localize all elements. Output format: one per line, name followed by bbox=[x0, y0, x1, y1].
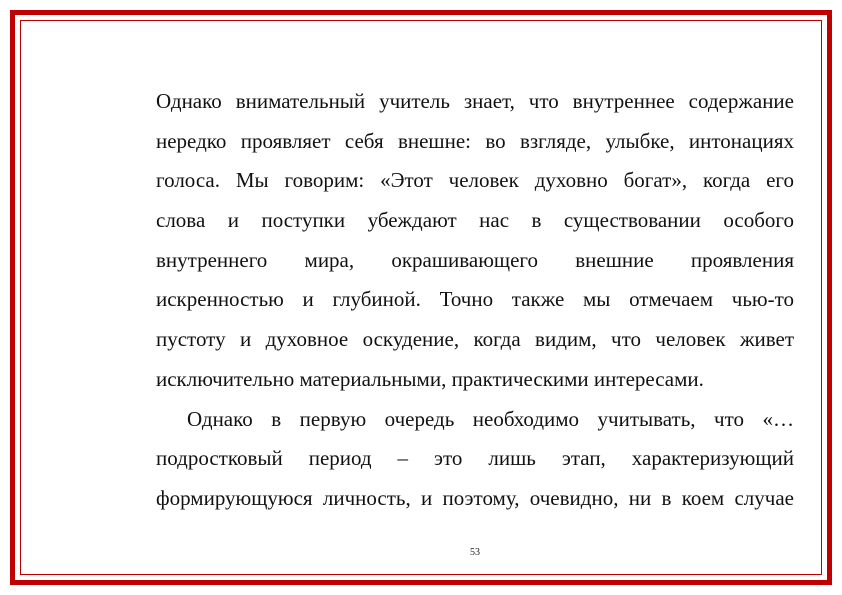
paragraph-last-line: исключительно материальными, практическими интересами. bbox=[156, 366, 704, 391]
page-number: 53 bbox=[470, 547, 480, 558]
text-line: нередко проявляет себя внешне: во взгляде, улыбке, интонациях bbox=[156, 128, 794, 153]
body-text bbox=[156, 82, 794, 519]
text-line: Однако внимательный учитель знает, что внутреннее содержание bbox=[156, 89, 794, 113]
text-line: слова и поступки убеждают нас в существовании особого bbox=[156, 208, 794, 233]
text-line: формирующуюся личность, и поэтому, очевидно, ни в коем случае bbox=[156, 485, 794, 510]
text-line: пустоту и духовное оскудение, когда видим, что человек живет bbox=[156, 327, 794, 352]
paragraph-first-line: Однако в первую очередь необходимо учитывать, что «… bbox=[187, 406, 794, 431]
text-line: подростковый период – это лишь этап, характеризующий bbox=[156, 446, 794, 471]
text-line: внутреннего мира, окрашивающего внешние проявления bbox=[156, 247, 794, 272]
text-line: голоса. Мы говорим: «Этот человек духовно богат», когда его bbox=[156, 168, 794, 193]
text-line: искренностью и глубиной. Точно также мы отмечаем чью-то bbox=[156, 287, 794, 312]
